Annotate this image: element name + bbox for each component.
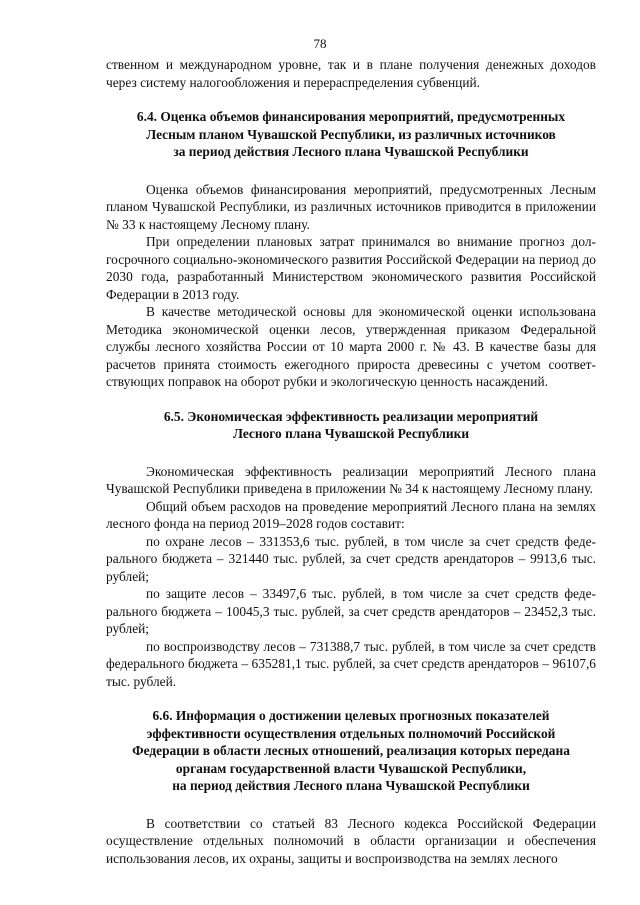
section-6-5-paragraph: Общий объем расходов на проведение мероприятий Лесного плана на землях лесного фонда на период 2019–2028 годов составит: [106, 498, 596, 531]
section-6-4-heading [106, 108, 596, 161]
page-number: 78 [313, 36, 327, 51]
expense-item-defense: по защите лесов – 33497,6 тыс. рублей, в том числе за счет средств федерального бюджета – 10045,3 тыс. рублей, за счет средств арендаторов – 23452,3 тыс. рублей; [106, 586, 596, 636]
section-6-4-paragraph: При определении плановых затрат принимался во внимание прогноз долгосрочного социально-экономического развития Российской Федерации на период до 2030 года, разработанный Министерством экономического развития Российской Федерации в 2013 году. [106, 234, 596, 302]
document-body [106, 56, 596, 867]
expense-item-reproduction: по воспроизводству лесов – 731388,7 тыс. рублей, в том числе за счет средств федерального бюджета – 635281,1 тыс. рублей, за счет средств арендaторов – 96107,6 тыс. рублей. [106, 638, 596, 689]
heading-line: 6.5. Экономическая эффективность реализации мероприятий [163, 408, 539, 424]
section-6-4-paragraph: В качестве методической основы для экономической оценки использована Методика экономической оценки лесов, утвержденная приказом Федеральной службы лесного хозяйства России от 10 марта 2000 г. № 43. В качестве базы для расчетов принята стоимость ежегодного прироста древесины с учетом соответствующих поправок на оборот рубки и экологическую ценность насаждений. [106, 304, 596, 389]
section-6-6-paragraph: В соответствии со статьей 83 Лесного кодекса Российской Федерации осуществление отдельных полномочий в области организации и обеспечения использования лесов, их охраны, защиты и воспроизводства на землях лесного [106, 815, 596, 866]
intro-paragraph: ственном и международном уровне, так и в плане получения денежных доходов через систему налогообложения и перераспределения субвенций. [106, 57, 596, 90]
heading-line: Федерации в области лесных отношений, реализация которых передана [132, 743, 570, 758]
heading-line: органам государственной власти Чувашской Республики, [175, 760, 527, 776]
heading-line: 6.6. Информация о достижении целевых прогнозных показателей [152, 708, 550, 723]
heading-line: на период действия Лесного плана Чувашской Республики [172, 778, 530, 793]
section-6-5-paragraph: Экономическая эффективность реализации мероприятий Лесного плана Чувашской Республики приведена в приложении № 34 к настоящему Лесному плану. [106, 463, 596, 496]
heading-line: Лесного плана Чувашской Республики [232, 426, 470, 441]
heading-line: за период действия Лесного плана Чувашской Республики [173, 144, 529, 159]
heading-line: эффективности осуществления отдельных полномочий Российской [146, 725, 556, 741]
section-6-6-heading [106, 707, 596, 795]
expense-item-protection: по охране лесов – 331353,6 тыс. рублей, в том числе за счет средств федерального бюджета – 321440 тыс. рублей, за счет средств арендаторов – 9913,6 тыс. рублей; [106, 533, 596, 584]
section-6-4-paragraph: Оценка объемов финансирования мероприятий, предусмотренных Лесным планом Чувашской Республики, из различных источников приводится в приложении № 33 к настоящему Лесному плану. [106, 181, 596, 232]
heading-line: Лесным планом Чувашской Республики, из различных источников [146, 126, 556, 142]
section-6-5-heading [106, 408, 596, 443]
heading-line: 6.4. Оценка объемов финансирования мероприятий, предусмотренных [136, 109, 566, 124]
